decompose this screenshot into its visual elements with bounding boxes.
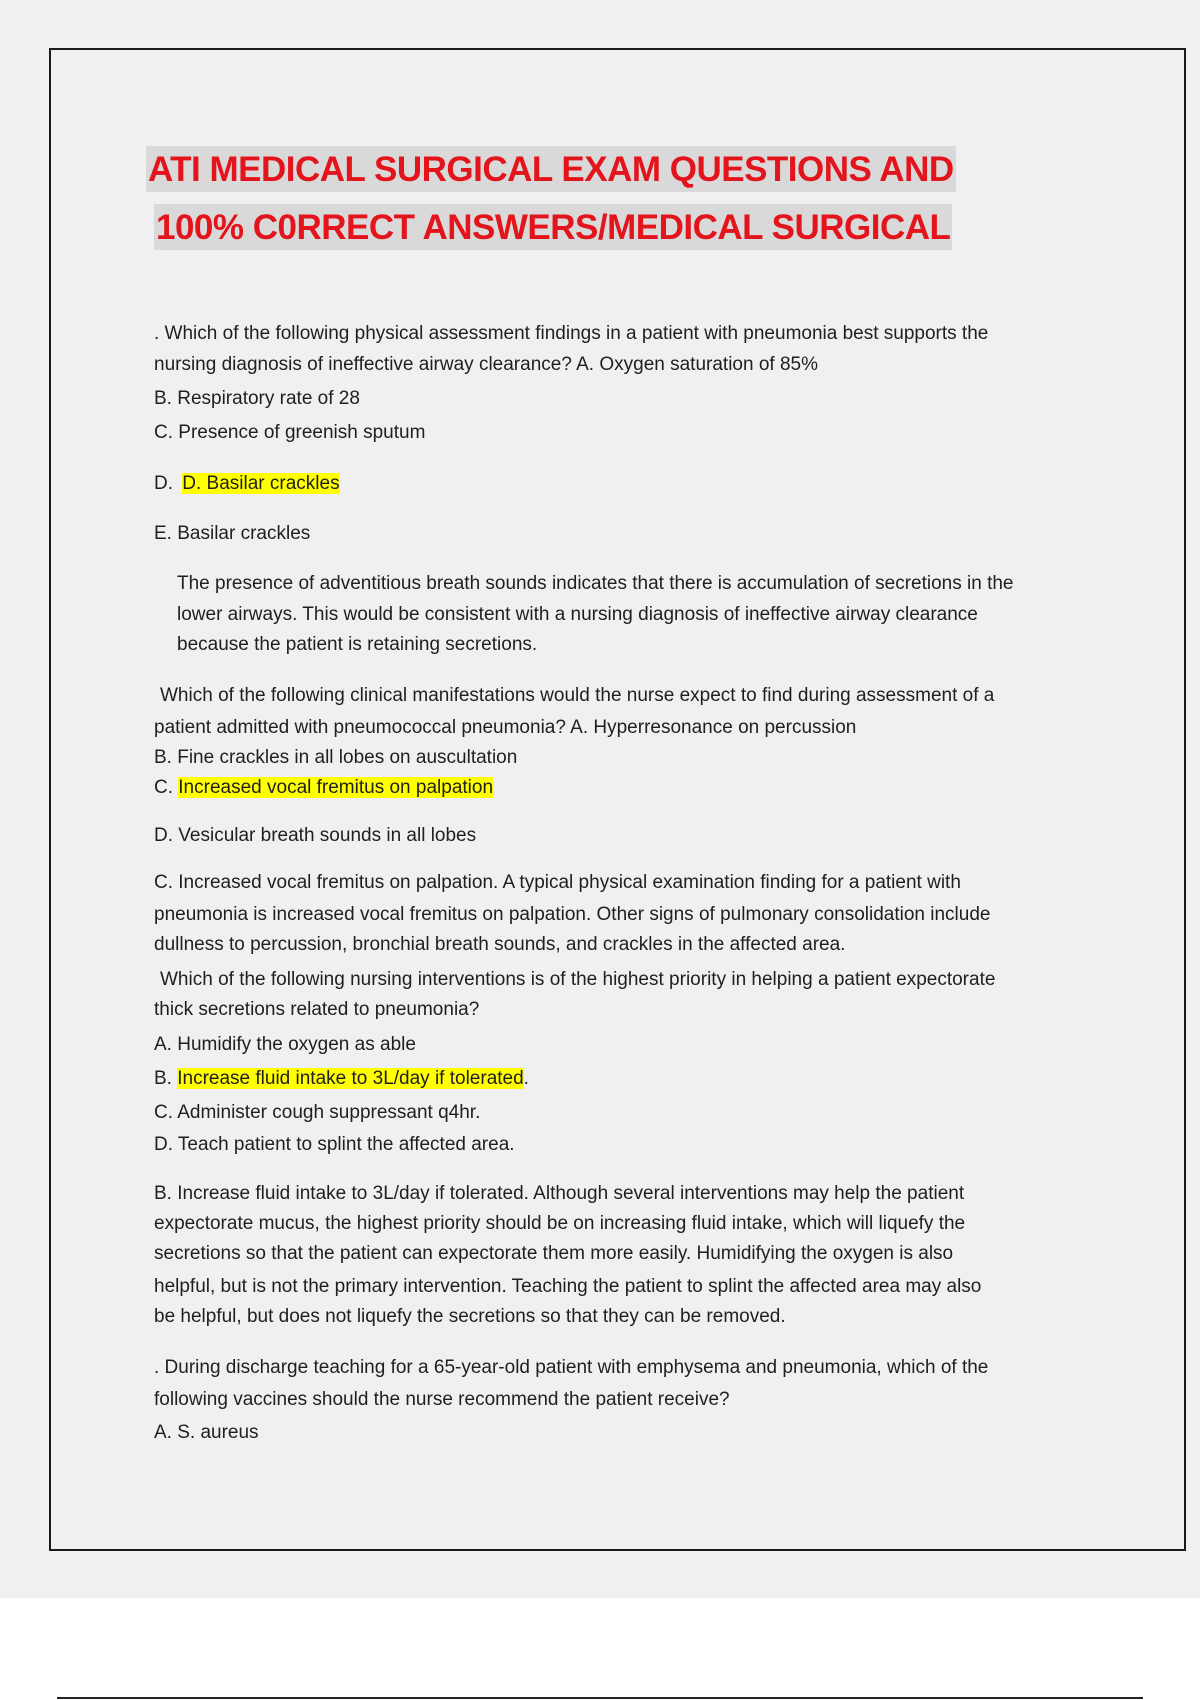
q3-option-b (154, 1064, 529, 1094)
footer-divider (57, 1697, 1143, 1699)
q3-option-b-suffix: . (523, 1068, 529, 1089)
q3-rationale-line-2: expectorate mucus, the highest priority should be on increasing fluid intake, which will liquefy the (154, 1213, 966, 1234)
q2-correct-answer-highlight: Increased vocal fremitus on palpation (178, 777, 494, 798)
q2-stem-line-1: Which of the following clinical manifestations would the nurse expect to find during assessment of a (160, 685, 995, 706)
q1-option-d-prefix: D. (154, 473, 173, 494)
q1-option-c: C. Presence of greenish sputum (154, 422, 426, 443)
q3-option-a: A. Humidify the oxygen as able (154, 1034, 416, 1055)
q3-rationale-line-4: helpful, but is not the primary intervention. Teaching the patient to splint the affected area may also (154, 1276, 982, 1297)
q4-stem-line-1: . During discharge teaching for a 65-year-old patient with emphysema and pneumonia, which of the (154, 1357, 989, 1378)
q2-option-d: D. Vesicular breath sounds in all lobes (154, 825, 477, 846)
title-line-1: ATI MEDICAL SURGICAL EXAM QUESTIONS AND (146, 146, 956, 192)
q1-stem-line-1: . Which of the following physical assessment findings in a patient with pneumonia best supports the (154, 323, 989, 344)
q3-option-b-prefix: B. (154, 1068, 172, 1089)
q4-option-a: A. S. aureus (154, 1422, 259, 1443)
q3-rationale-line-1: B. Increase fluid intake to 3L/day if tolerated. Although several interventions may help the patient (154, 1183, 965, 1204)
q2-rationale-line-2: pneumonia is increased vocal fremitus on palpation. Other signs of pulmonary consolidation include (154, 904, 991, 925)
q2-option-c-prefix: C. (154, 777, 173, 798)
q1-rationale-line-1: The presence of adventitious breath sounds indicates that there is accumulation of secretions in the (177, 573, 1014, 594)
q4-stem-line-2: following vaccines should the nurse recommend the patient receive? (154, 1389, 730, 1410)
q1-stem-line-2: nursing diagnosis of ineffective airway clearance? A. Oxygen saturation of 85% (154, 354, 818, 375)
q1-option-b: B. Respiratory rate of 28 (154, 388, 360, 409)
q1-option-e: E. Basilar crackles (154, 523, 311, 544)
q3-option-d: D. Teach patient to splint the affected area. (154, 1134, 515, 1155)
q3-stem-line-1: Which of the following nursing interventions is of the highest priority in helping a patient expectorate (160, 969, 996, 990)
q3-rationale-line-5: be helpful, but does not liquefy the secretions so that they can be removed. (154, 1306, 786, 1327)
q3-stem-line-2: thick secretions related to pneumonia? (154, 999, 480, 1020)
q1-rationale-line-3: because the patient is retaining secretions. (177, 634, 538, 655)
document-title (146, 146, 956, 247)
q2-stem-line-2: patient admitted with pneumococcal pneumonia? A. Hyperresonance on percussion (154, 717, 857, 738)
q2-rationale-line-3: dullness to percussion, bronchial breath sounds, and crackles in the affected area. (154, 934, 846, 955)
title-line-2: 100% C0RRECT ANSWERS/MEDICAL SURGICAL (154, 204, 952, 250)
q3-correct-answer-highlight: Increase fluid intake to 3L/day if tolerated (177, 1068, 524, 1089)
q1-option-d (154, 469, 340, 499)
q3-rationale-line-3: secretions so that the patient can expectorate them more easily. Humidifying the oxygen is also (154, 1243, 954, 1264)
q2-rationale-line-1: C. Increased vocal fremitus on palpation. A typical physical examination finding for a patient with (154, 872, 961, 893)
q1-correct-answer-highlight: D. Basilar crackles (182, 473, 340, 494)
q3-option-c: C. Administer cough suppressant q4hr. (154, 1102, 481, 1123)
q1-rationale-line-2: lower airways. This would be consistent with a nursing diagnosis of ineffective airway clearance (177, 604, 978, 625)
q2-option-c (154, 773, 493, 803)
q2-option-b: B. Fine crackles in all lobes on auscultation (154, 747, 518, 768)
